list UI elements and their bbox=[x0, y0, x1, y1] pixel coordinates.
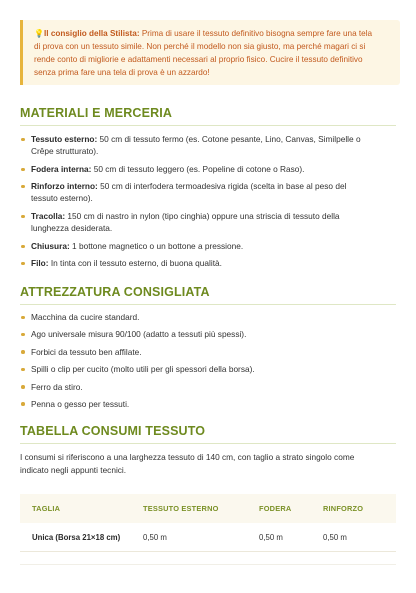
tip-line: senza prima fare una tela di prova è un azzardo! bbox=[34, 68, 210, 77]
tools-list bbox=[20, 311, 394, 415]
tip-line bbox=[34, 27, 392, 40]
bullet-icon bbox=[21, 215, 25, 219]
list-item: Ferro da stiro. bbox=[20, 381, 394, 398]
section-heading-materiali: MATERIALI E MERCERIA bbox=[20, 106, 396, 126]
bullet-icon bbox=[21, 185, 25, 189]
list-item: Filo: In tinta con il tessuto esterno, di buona qualità. bbox=[20, 257, 394, 274]
list-item: Spilli o clip per cucito (molto utili per gli spessori della borsa). bbox=[20, 363, 394, 380]
section-heading-attrezzatura: ATTREZZATURA CONSIGLIATA bbox=[20, 285, 396, 305]
table-cell: 0,50 m bbox=[323, 532, 347, 542]
tip-callout bbox=[20, 20, 400, 85]
fabric-consumption-table bbox=[20, 494, 396, 552]
bullet-icon bbox=[21, 385, 25, 389]
column-header-rinforzo: RINFORZO bbox=[323, 504, 364, 513]
bullet-icon bbox=[21, 138, 25, 142]
bullet-icon bbox=[21, 262, 25, 266]
column-header-tessuto-esterno: TESSUTO ESTERNO bbox=[143, 504, 219, 513]
bullet-icon bbox=[21, 350, 25, 354]
list-item: Chiusura: 1 bottone magnetico o un bottone a pressione. bbox=[20, 240, 394, 257]
tip-line: di prova con un tessuto simile. Non perché il modello non sia giusto, ma perché magari ci si bbox=[34, 42, 366, 51]
bullet-icon bbox=[21, 402, 25, 406]
list-item: Rinforzo interno: 50 cm di interfodera termoadesiva rigida (scelta in base al peso del tessuto esterno). bbox=[20, 180, 394, 210]
table-row bbox=[20, 523, 396, 552]
table-cell: 0,50 m bbox=[143, 532, 167, 542]
list-item: Tessuto esterno: 50 cm di tessuto fermo (es. Cotone pesante, Lino, Canvas, Similpelle o Crêpe strutturato). bbox=[20, 133, 394, 163]
table-header-row bbox=[20, 494, 396, 523]
section-heading-tabella: TABELLA CONSUMI TESSUTO bbox=[20, 424, 396, 444]
list-item: Penna o gesso per tessuti. bbox=[20, 398, 394, 415]
divider bbox=[20, 564, 396, 565]
bullet-icon bbox=[21, 333, 25, 337]
table-intro: I consumi si riferiscono a una larghezza tessuto di 140 cm, con taglio a strato singolo come indicato negli appunti tecnici. bbox=[20, 452, 355, 475]
table-cell: Unica (Borsa 21×18 cm) bbox=[32, 532, 121, 542]
bullet-icon bbox=[21, 368, 25, 372]
bullet-icon bbox=[21, 316, 25, 320]
table-cell: 0,50 m bbox=[259, 532, 283, 542]
tip-label: Il consiglio della Stilista: bbox=[44, 29, 140, 38]
bullet-icon bbox=[21, 168, 25, 172]
lightbulb-icon: 💡 bbox=[34, 29, 44, 38]
list-item: Ago universale misura 90/100 (adatto a tessuti più spessi). bbox=[20, 328, 394, 345]
materials-list bbox=[20, 133, 394, 274]
list-item: Fodera interna: 50 cm di tessuto leggero (es. Popeline di cotone o Raso). bbox=[20, 163, 394, 180]
list-item: Tracolla: 150 cm di nastro in nylon (tipo cinghia) oppure una striscia di tessuto della lunghezza desiderata. bbox=[20, 210, 394, 240]
column-header-fodera: FODERA bbox=[259, 504, 292, 513]
tip-line: rende conto di migliorie e adattamenti necessari al proprio fisico. Cucire il tessuto definitivo bbox=[34, 55, 363, 64]
tip-text: Prima di usare il tessuto definitivo bisogna sempre fare una tela bbox=[141, 29, 373, 38]
bullet-icon bbox=[21, 245, 25, 249]
list-item: Forbici da tessuto ben affilate. bbox=[20, 346, 394, 363]
column-header-taglia: TAGLIA bbox=[32, 504, 61, 513]
list-item: Macchina da cucire standard. bbox=[20, 311, 394, 328]
